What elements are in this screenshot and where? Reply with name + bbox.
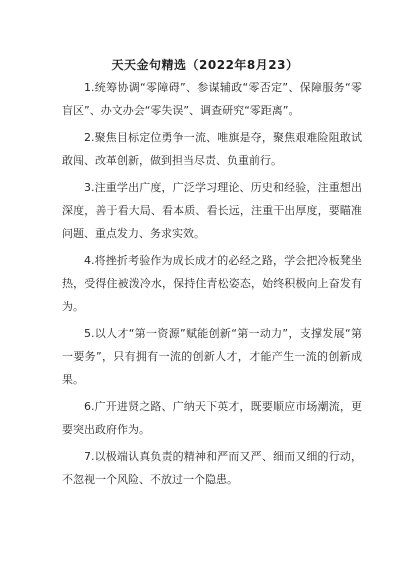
document-title: 天天金句精选（2022年8月23） [111,58,299,72]
quote-item-5: 5.以人才“第一资源”赋能创新“第一动力”，支撑发展“第一要务”，只有拥有一流的创新人才，才能产生一流的创新成果。 [62,327,362,386]
quote-item-6: 6.广开进贤之路、广纳天下英才，既要顺应市场潮流，更要突出政府作为。 [62,400,362,436]
quote-list [62,76,362,495]
quote-item-4: 4.将挫折考验作为成长成才的必经之路，学会把冷板凳坐热，受得住被泼冷水，保持住青松姿态，始终积极向上奋发有为。 [62,254,362,313]
quote-item-7: 7.以极端认真负责的精神和严而又严、细而又细的行动，不忽视一个风险、不放过一个隐患。 [62,450,362,486]
quote-item-2: 2.聚焦目标定位勇争一流、唯旗是夺，聚焦艰难险阻敢试敢闯、改革创新，做到担当尽责、负重前行。 [62,131,362,167]
quote-item-1: 1.统筹协调“零障碍”、参谋辅政“零否定”、保障服务“零盲区”、办文办会“零失误”、调查研究“零距离”。 [62,81,362,117]
quote-item-3: 3.注重学出广度，广泛学习理论、历史和经验，注重想出深度，善于看大局、看本质、看长远，注重干出厚度，要瞄准问题、重点发力、务求实效。 [62,181,362,240]
